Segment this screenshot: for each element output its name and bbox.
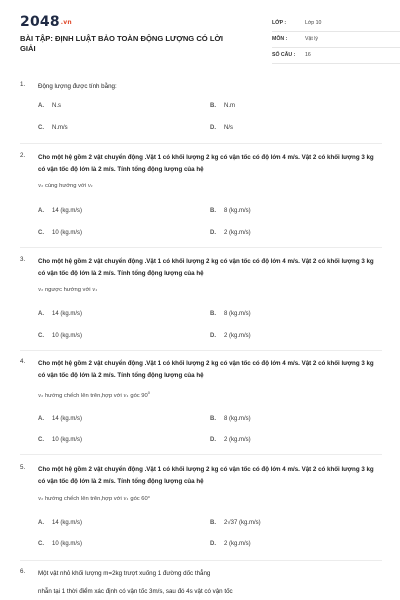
option-b[interactable] bbox=[210, 311, 251, 317]
vector-v1: v₁ bbox=[123, 392, 129, 399]
meta-key: LỚP : bbox=[272, 20, 287, 26]
meta-value: Vật lý bbox=[305, 36, 318, 42]
option-text: 14 (kg.m/s) bbox=[52, 311, 83, 317]
option-a[interactable] bbox=[38, 416, 82, 422]
option-letter: C. bbox=[38, 125, 44, 131]
option-d[interactable] bbox=[210, 541, 251, 547]
option-text: 2 (kg.m/s) bbox=[224, 333, 251, 339]
angle-text: góc 90 bbox=[130, 392, 148, 399]
option-text: 2 (kg.m/s) bbox=[224, 541, 251, 547]
option-letter: C. bbox=[38, 541, 44, 547]
option-b[interactable] bbox=[210, 103, 235, 109]
question-text: Cho một hệ gồm 2 vật chuyển động .Vật 1 có khối lượng 2 kg có vận tốc có độ lớn 4 m/s. Vật 2 có khối lượng 3 kg có vận tốc độ lớn là 2 m/s. Tính tổng động lượng của hệ bbox=[38, 258, 374, 277]
option-letter: A. bbox=[38, 208, 44, 214]
option-text: 14 (kg.m/s) bbox=[52, 520, 83, 526]
meta-row-class bbox=[272, 16, 400, 32]
option-letter: A. bbox=[38, 520, 44, 526]
option-d[interactable] bbox=[210, 230, 251, 236]
divider bbox=[20, 454, 382, 455]
option-letter: C. bbox=[38, 230, 44, 236]
vector-v2: v₂ bbox=[38, 287, 44, 293]
meta-row-count bbox=[272, 48, 400, 64]
option-d[interactable] bbox=[210, 125, 233, 131]
option-letter: D. bbox=[210, 125, 216, 131]
option-letter: D. bbox=[210, 333, 216, 339]
option-text: 14 (kg.m/s) bbox=[52, 208, 83, 214]
option-letter: D. bbox=[210, 541, 216, 547]
vector-v1: v₁ bbox=[92, 287, 98, 293]
option-c[interactable] bbox=[38, 333, 82, 339]
document-header bbox=[20, 12, 382, 60]
vector-v2: v₂ bbox=[38, 392, 44, 399]
option-letter: B. bbox=[210, 520, 216, 526]
question-text: Động lượng được tính bằng: bbox=[38, 83, 117, 90]
question-3 bbox=[20, 256, 382, 348]
option-text: 10 (kg.m/s) bbox=[52, 230, 83, 236]
option-text: N.s bbox=[52, 103, 61, 109]
option-text: 8 (kg.m/s) bbox=[224, 416, 251, 422]
option-text: 8 (kg.m/s) bbox=[224, 311, 251, 317]
question-number: 5. bbox=[20, 464, 26, 471]
relation-text: hướng chếch lên trên,hợp với bbox=[44, 496, 122, 502]
divider bbox=[20, 560, 382, 561]
logo-suffix: .vn bbox=[60, 18, 72, 26]
option-b[interactable] bbox=[210, 416, 251, 422]
option-letter: B. bbox=[210, 416, 216, 422]
relation-text: ngược hướng với bbox=[44, 287, 91, 293]
option-text: 2 (kg.m/s) bbox=[224, 230, 251, 236]
option-letter: A. bbox=[38, 103, 44, 109]
divider bbox=[20, 350, 382, 351]
angle-unit: 0 bbox=[147, 390, 150, 395]
question-number: 1. bbox=[20, 81, 26, 88]
relation-text: cùng hướng với bbox=[44, 183, 87, 189]
meta-key: SỐ CÂU : bbox=[272, 52, 296, 58]
option-text: 2 (kg.m/s) bbox=[224, 437, 251, 443]
option-text: 8 (kg.m/s) bbox=[224, 208, 251, 214]
vector-condition bbox=[38, 183, 93, 189]
divider bbox=[20, 143, 382, 144]
meta-row-subject bbox=[272, 32, 400, 48]
divider bbox=[20, 247, 382, 248]
meta-table bbox=[272, 16, 400, 64]
option-b[interactable] bbox=[210, 520, 261, 526]
question-text: Cho một hệ gồm 2 vật chuyển động .Vật 1 có khối lượng 2 kg có vận tốc có độ lớn 4 m/s. Vật 2 có khối lượng 3 kg có vận tốc độ lớn là 2 m/s. Tính tổng động lượng của hệ bbox=[38, 466, 374, 485]
option-text: 10 (kg.m/s) bbox=[52, 437, 83, 443]
question-number: 4. bbox=[20, 358, 26, 365]
question-4 bbox=[20, 358, 382, 450]
question-1 bbox=[20, 81, 382, 141]
option-c[interactable] bbox=[38, 437, 82, 443]
logo-text: 2048 bbox=[20, 14, 60, 30]
option-c[interactable] bbox=[38, 125, 68, 131]
option-text: 14 (kg.m/s) bbox=[52, 416, 83, 422]
option-a[interactable] bbox=[38, 520, 82, 526]
question-number: 6. bbox=[20, 568, 26, 575]
meta-key: MÔN : bbox=[272, 36, 288, 42]
option-b[interactable] bbox=[210, 208, 251, 214]
option-letter: B. bbox=[210, 208, 216, 214]
question-text: Cho một hệ gồm 2 vật chuyển động .Vật 1 có khối lượng 2 kg có vận tốc có độ lớn 4 m/s. Vật 2 có khối lượng 3 kg có vận tốc độ lớn là 2 m/s. Tính tổng động lượng của hệ bbox=[38, 360, 374, 379]
option-letter: C. bbox=[38, 333, 44, 339]
option-text: N/s bbox=[224, 125, 233, 131]
option-d[interactable] bbox=[210, 333, 251, 339]
option-text: 10 (kg.m/s) bbox=[52, 541, 83, 547]
vector-condition bbox=[38, 390, 150, 399]
option-text: 2√37 (kg.m/s) bbox=[224, 520, 261, 526]
site-logo[interactable] bbox=[20, 14, 72, 30]
vector-v1: v₁ bbox=[123, 496, 129, 502]
question-6 bbox=[20, 568, 382, 600]
option-letter: B. bbox=[210, 311, 216, 317]
option-letter: D. bbox=[210, 230, 216, 236]
option-a[interactable] bbox=[38, 103, 61, 109]
option-letter: D. bbox=[210, 437, 216, 443]
vector-condition bbox=[38, 287, 97, 293]
question-2 bbox=[20, 152, 382, 244]
question-5 bbox=[20, 464, 382, 556]
option-c[interactable] bbox=[38, 541, 82, 547]
question-number: 2. bbox=[20, 152, 26, 159]
vector-condition bbox=[38, 496, 150, 502]
option-text: N.m bbox=[224, 103, 235, 109]
option-a[interactable] bbox=[38, 208, 82, 214]
vector-v2: v₂ bbox=[38, 496, 44, 502]
option-a[interactable] bbox=[38, 311, 82, 317]
meta-value: Lớp 10 bbox=[305, 20, 322, 26]
question-number: 3. bbox=[20, 256, 26, 263]
option-letter: C. bbox=[38, 437, 44, 443]
question-text: Cho một hệ gồm 2 vật chuyển động .Vật 1 có khối lượng 2 kg có vận tốc có độ lớn 4 m/s. Vật 2 có khối lượng 3 kg có vận tốc độ lớn là 2 m/s. Tính tổng động lượng của hệ bbox=[38, 154, 374, 173]
page-title: BÀI TẬP: ĐỊNH LUẬT BẢO TOÀN ĐỘNG LƯỢNG CÓ LỜI GIẢI bbox=[20, 34, 224, 53]
meta-value: 16 bbox=[305, 52, 311, 58]
option-letter: A. bbox=[38, 416, 44, 422]
option-text: 10 (kg.m/s) bbox=[52, 333, 83, 339]
relation-text: hướng chếch lên trên,hợp với bbox=[44, 392, 122, 399]
vector-v1: v₁ bbox=[87, 183, 94, 189]
option-letter: A. bbox=[38, 311, 44, 317]
option-c[interactable] bbox=[38, 230, 82, 236]
question-text-continued: nhẵn tại 1 thời điểm xác định có vận tốc 3m/s, sau đó 4s vật có vận tốc bbox=[38, 588, 233, 595]
option-d[interactable] bbox=[210, 437, 251, 443]
angle-text: góc 60° bbox=[130, 496, 151, 502]
option-text: N.m/s bbox=[52, 125, 68, 131]
option-letter: B. bbox=[210, 103, 216, 109]
question-text: Một vật nhỏ khối lượng m=2kg trượt xuống 1 đường dốc thẳng bbox=[38, 570, 211, 577]
vector-v2: v₂ bbox=[38, 183, 44, 189]
